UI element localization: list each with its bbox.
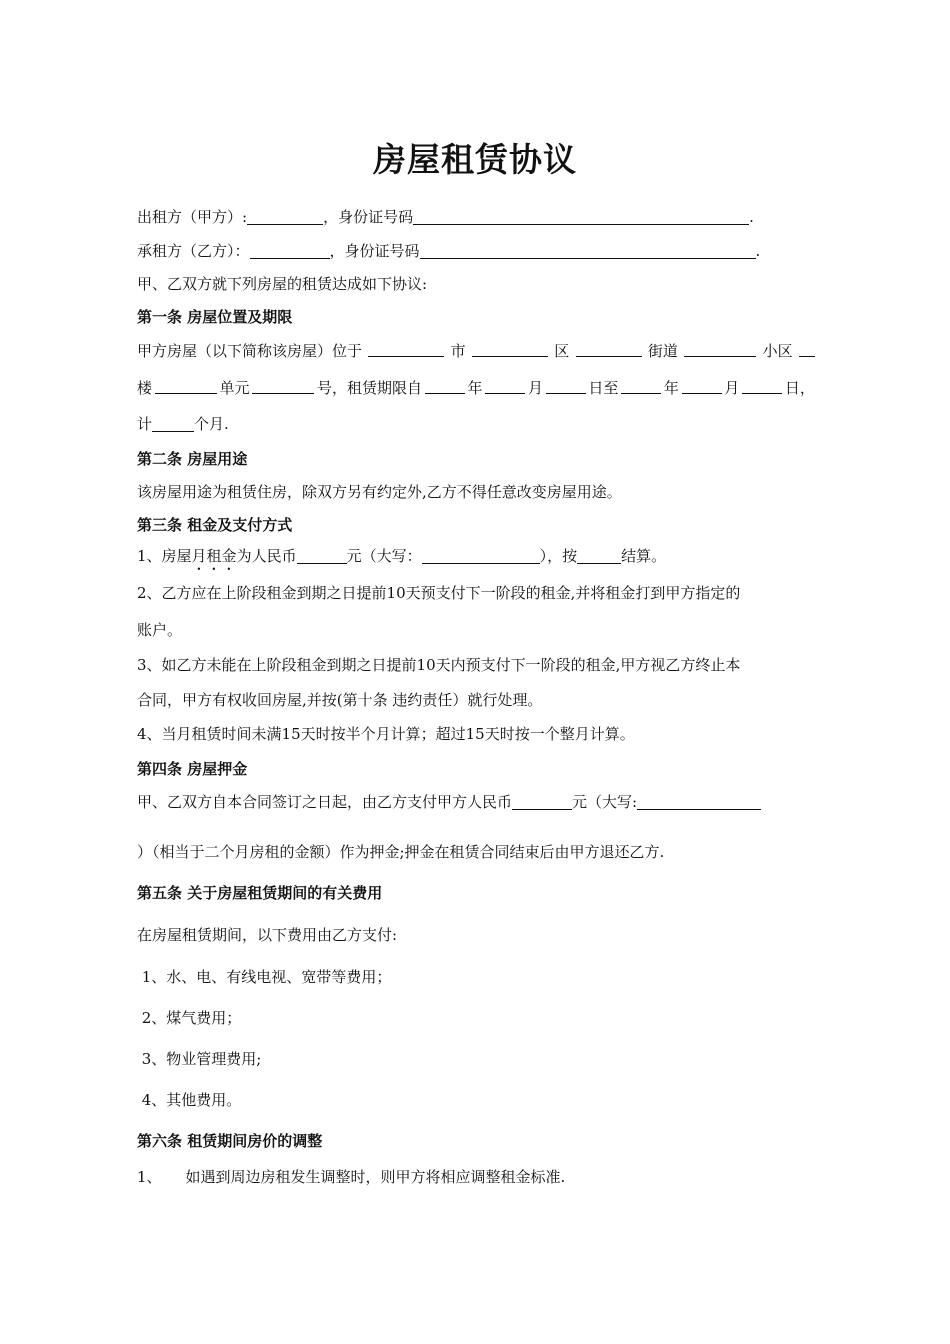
clause-number: 1、 [137,1168,162,1186]
rent-amount-blank[interactable] [297,548,347,564]
month-label: 月 [724,379,740,397]
article1-heading: 第一条 房屋位置及期限 [137,308,293,326]
location-line [137,341,815,361]
start-month-blank[interactable] [485,378,525,394]
article3-heading: 第三条 租金及支付方式 [137,516,293,534]
lessee-label: 承租方（乙方）： [137,242,250,260]
usage-text: 该房屋用途为租赁住房，除双方另有约定外,乙方不得任意改变房屋用途。 [137,483,622,501]
rent-cycle-label: ），按 [539,547,578,565]
adjustment-clause-1 [137,1167,565,1187]
lessee-id-label: ，身份证号码 [329,242,420,260]
rent-currency: 为人民币 [236,547,297,565]
payment-clause-4: 4、当月租赁时间未满15天时按半个月计算；超过15天时按一个整月计算。 [137,725,635,743]
street-blank[interactable] [576,341,642,357]
lessee-name-blank[interactable] [250,243,330,259]
rent-caps-blank[interactable] [422,548,540,564]
deposit-amount-blank[interactable] [512,794,572,810]
total-suffix: 个月. [194,415,229,433]
end-day-blank[interactable] [742,378,782,394]
end-mark: . [755,242,761,260]
fee-item: 4、其他费用。 [137,1091,242,1109]
article6-heading: 第六条 租赁期间房价的调整 [137,1132,323,1150]
rent-emphasis: 月租金 [191,547,237,565]
end-year-blank[interactable] [621,378,661,394]
city-unit: 市 [450,342,466,360]
deposit-line-cont: ）（相当于二个月房租的金额）作为押金;押金在租赁合同结束后由甲方退还乙方. [137,843,665,861]
unit-label: 单元 [219,379,250,397]
deposit-prefix: 甲、乙双方自本合同签订之日起，由乙方支付甲方人民币 [137,793,513,811]
months-blank[interactable] [152,416,194,432]
article2-heading: 第二条 房屋用途 [137,450,248,468]
payment-clause-2: 2、乙方应在上阶段租金到期之日提前10天预支付下一阶段的租金,并将租金打到甲方指定的 [137,584,741,602]
total-months-line [137,414,229,434]
deposit-line [137,792,761,812]
payment-clause-3-cont: 合同，甲方有权收回房屋,并按(第十条 违约责任）就行处理。 [137,691,543,709]
payment-clause-2-cont: 账户。 [137,621,183,639]
number-label: 号，租赁期限自 [316,379,422,397]
end-mark: . [749,208,754,226]
lessee-id-blank[interactable] [420,243,756,259]
location-prefix: 甲方房屋（以下简称该房屋）位于 [137,342,363,360]
clause-text: 如遇到周边房租发生调整时，则甲方将相应调整租金标准. [185,1168,566,1186]
unit-blank[interactable] [155,378,217,394]
start-day-blank[interactable] [546,378,586,394]
city-blank[interactable] [368,341,444,357]
district-unit: 区 [554,342,570,360]
total-prefix: 计 [137,415,153,433]
rent-settle-label: 结算。 [621,547,667,565]
month-label: 月 [527,379,543,397]
lessor-id-blank[interactable] [413,209,749,225]
building-blank[interactable] [799,341,815,357]
fee-item: 2、煤气费用； [137,1009,242,1027]
payment-clause-3: 3、如乙方未能在上阶段租金到期之日提前10天内预支付下一阶段的租金,甲方视乙方终止本 [137,656,741,674]
rent-caps-label: 元（大写： [346,547,422,565]
number-blank[interactable] [252,378,314,394]
lessor-line [137,207,754,227]
end-month-blank[interactable] [682,378,722,394]
rent-prefix: 1、房屋 [137,547,192,565]
community-blank[interactable] [684,341,756,357]
lessee-line [137,241,760,261]
year-label: 年 [663,379,679,397]
street-unit: 街道 [647,342,678,360]
community-unit: 小区 [762,342,793,360]
fee-item: 1、水、电、有线电视、宽带等费用； [137,968,392,986]
deposit-caps-blank[interactable] [637,794,761,810]
start-year-blank[interactable] [425,378,465,394]
deposit-caps-label: 元（大写: [572,793,638,811]
lessor-id-label: ，身份证号码 [323,208,414,226]
document-title: 房屋租赁协议 [373,140,577,179]
article5-heading: 第五条 关于房屋租赁期间的有关费用 [137,884,383,902]
fees-intro: 在房屋租赁期间，以下费用由乙方支付: [137,926,398,944]
intro-line: 甲、乙双方就下列房屋的租赁达成如下协议: [137,275,428,293]
rent-line [137,546,666,574]
article4-heading: 第四条 房屋押金 [137,760,248,778]
district-blank[interactable] [472,341,548,357]
year-label: 年 [467,379,483,397]
day-to-label: 日至 [588,379,619,397]
period-line [137,378,815,398]
day-end-label: 日， [784,379,815,397]
rent-cycle-blank[interactable] [577,548,621,564]
building-unit: 楼 [137,379,153,397]
lessor-label: 出租方（甲方）: [137,208,248,226]
fee-item: 3、物业管理费用; [137,1050,262,1068]
lessor-name-blank[interactable] [247,209,323,225]
